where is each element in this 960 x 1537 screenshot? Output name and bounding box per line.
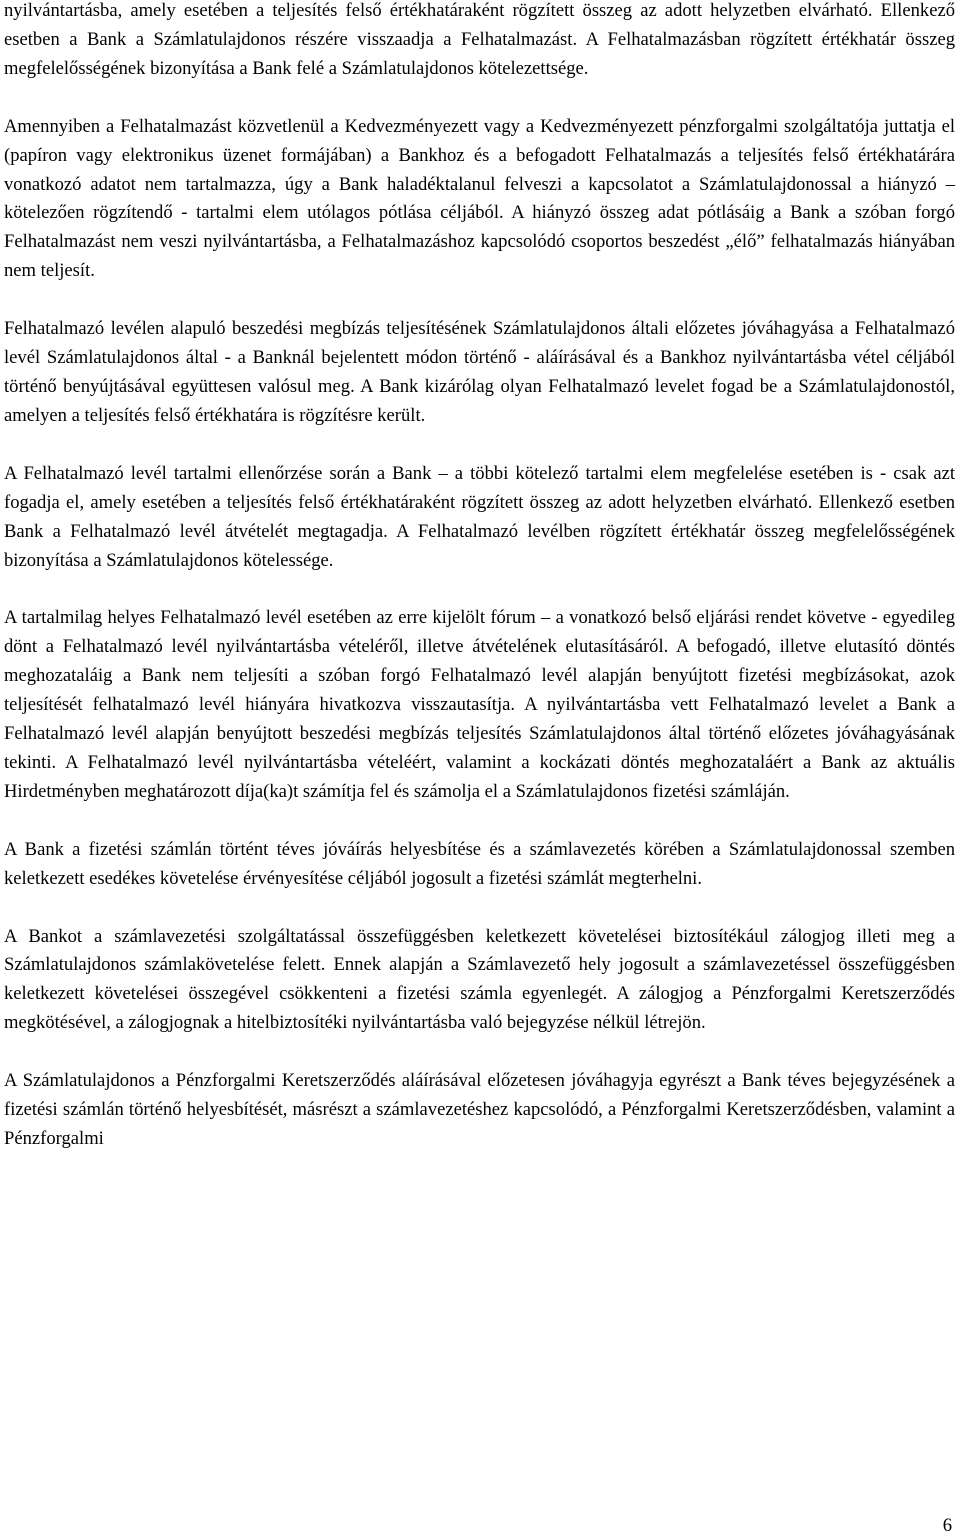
page-number: 6 [942,1515,952,1536]
paragraph-2: Amennyiben a Felhatalmazást közvetlenül a Kedvezményezett vagy a Kedvezményezett pénzforgalmi szolgáltatója juttatja el (papíron vagy elektronikus üzenet formájában) a Bankhoz és a befogadott Felhatalmazás a teljesítés felső értékhatárára vonatkozó adatot nem tartalmazza, úgy a Bank haladéktalanul felveszi a kapcsolatot a Számlatulajdonossal a hiányzó – kötelezően rögzítendő - tartalmi elem utólagos pótlása céljából. A hiányzó összeg adat pótlásáig a Bank a szóban forgó Felhatalmazást nem veszi nyilvántartásba, a Felhatalmazáshoz kapcsolódó csoportos beszedést „élő” felhatalmazás hiányában nem teljesít. [4,115,955,282]
paragraph-7: A Bankot a számlavezetési szolgáltatással összefüggésben keletkezett követelései biztosítékául zálogjog illeti meg a Számlatulajdonos számlakövetelése felett. Ennek alapján a Számlavezető hely jogosult a számlavezetéssel összefüggésben keletkezett követelései összegével csökkenteni a fizetési számla egyenlegét. A zálogjog a Pénzforgalmi Keretszerződés megkötésével, a zálogjognak a hitelbiztosítéki nyilvántartásba való bejegyzése nélkül létrejön. [4,925,955,1034]
paragraph-4: A Felhatalmazó levél tartalmi ellenőrzése során a Bank – a többi kötelező tartalmi elem megfelelése esetében is - csak azt fogadja el, amely esetében a teljesítés felső értékhatáraként rögzített összeg az adott helyzetben elvárható. Ellenkező esetben Bank a Felhatalmazó levél átvételét megtagadja. A Felhatalmazó levélben rögzített értékhatár összeg megfelelősségének bizonyítása a Számlatulajdonos kötelessége. [4,462,955,571]
paragraph-3: Felhatalmazó levélen alapuló beszedési megbízás teljesítésének Számlatulajdonos általi előzetes jóváhagyása a Felhatalmazó levél Számlatulajdonos által - a Banknál bejelentett módon történő - aláírásával és a Bankhoz nyilvántartásba vétel céljából történő benyújtásával együttesen valósul meg. A Bank kizárólag olyan Felhatalmazó levelet fogad be a Számlatulajdonostól, amelyen a teljesítés felső értékhatára is rögzítésre került. [4,318,955,426]
paragraph-8: A Számlatulajdonos a Pénzforgalmi Keretszerződés aláírásával előzetesen jóváhagyja egyrészt a Bank téves bejegyzésének a fizetési számlán történő helyesbítését, másrészt a számlavezetéshez kapcsolódó, a Pénzforgalmi Keretszerződésben, valamint a Pénzforgalmi [4,1070,955,1149]
paragraph-6: A Bank a fizetési számlán történt téves jóváírás helyesbítése és a számlavezetés körében a Számlatulajdonossal szemben keletkezett esedékes követelése érvényesítése céljából jogosult a fizetési számlát megterhelni. [4,838,955,889]
paragraph-5: A tartalmilag helyes Felhatalmazó levél esetében az erre kijelölt fórum – a vonatkozó belső eljárási rendet követve - egyedileg dönt a Felhatalmazó levél nyilvántartásba vételéről, illetve átvételének elutasításáról. A befogadó, illetve elutasító döntés meghozataláig a Bank nem teljesíti a szóban forgó Felhatalmazó levél alapján benyújtott fizetési megbízásokat, azok teljesítését felhatalmazó levél hiányára hivatkozva visszautasítja. A nyilvántartásba vett Felhatalmazó levelet a Bank a Felhatalmazó levél alapján benyújtott beszedési megbízás teljesítés Számlatulajdonos által történő előzetes jóváhagyásának tekinti. A Felhatalmazó levél nyilvántartásba vételéért, valamint a kockázati döntés meghozataláért a Bank az aktuális Hirdetményben meghatározott díja(ka)t számítja fel és számolja el a Számlatulajdonos fizetési számláján. [4,607,955,802]
document-page [4,0,955,1183]
paragraph-1: nyilvántartásba, amely esetében a teljesítés felső értékhatáraként rögzített összeg az adott helyzetben elvárható. Ellenkező esetben a Bank a Számlatulajdonos részére visszaadja a Felhatalmazást. A Felhatalmazásban rögzített értékhatár összeg megfelelősségének bizonyítása a Bank felé a Számlatulajdonos kötelezettsége. [4,0,955,79]
